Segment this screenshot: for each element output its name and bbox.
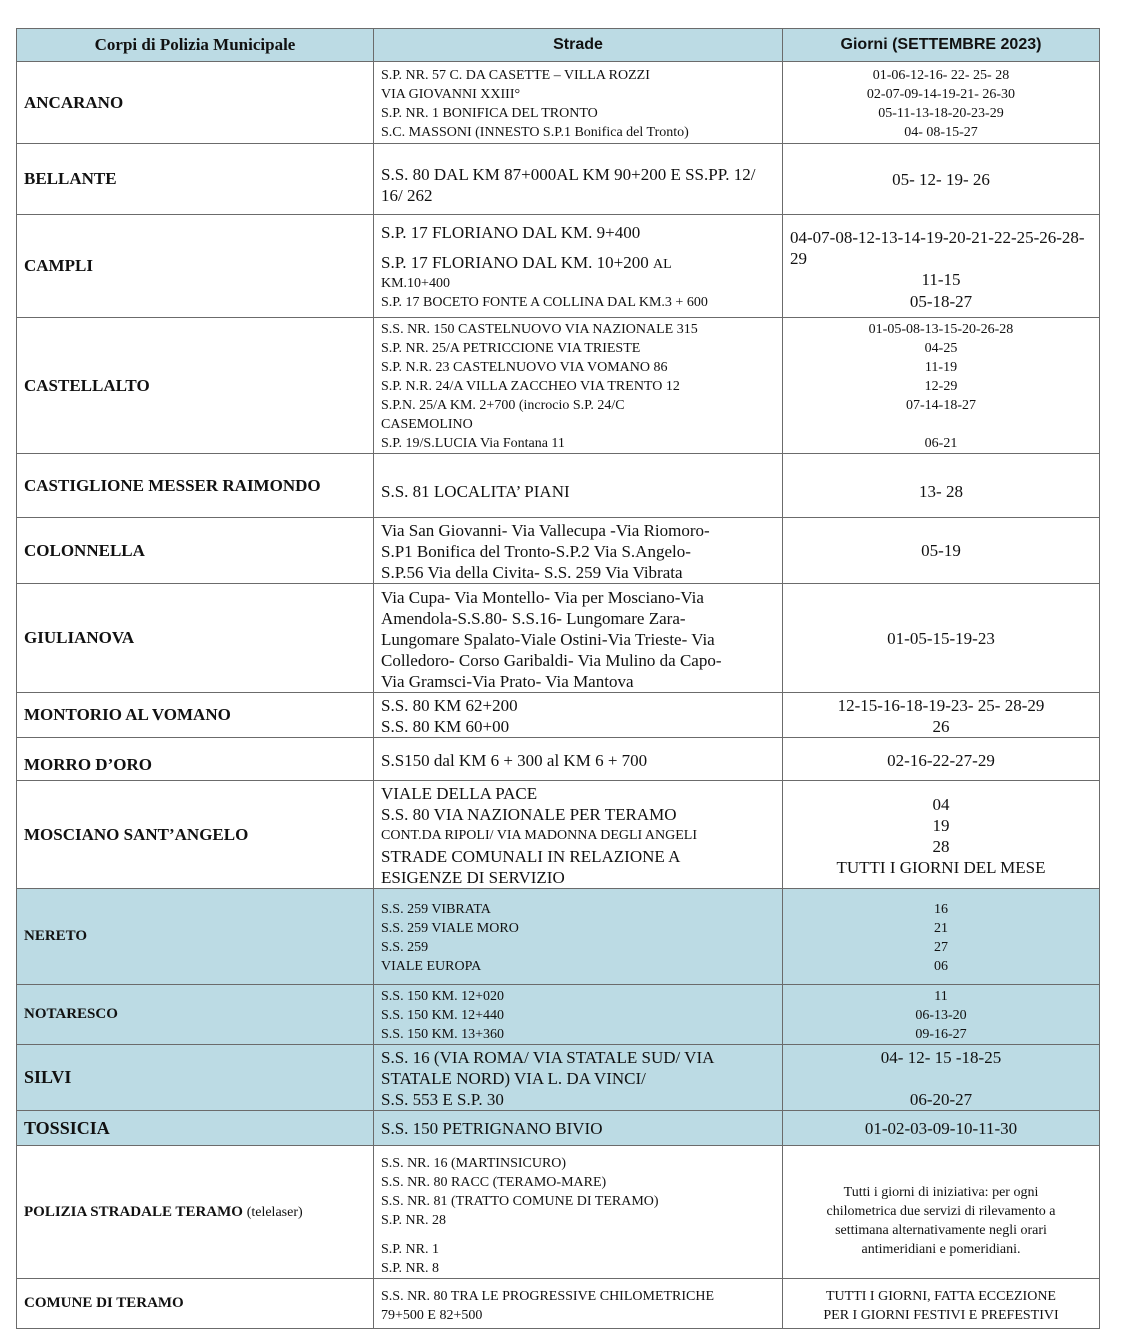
strada-line: Amendola-S.S.80- S.S.16- Lungomare Zara- [381, 608, 686, 628]
strada-line: CASEMOLINO [381, 417, 473, 432]
corpo-name: MOSCIANO SANT’ANGELO [17, 781, 374, 889]
strada-line: Colledoro- Corso Garibaldi- Via Mulino da Capo- [381, 650, 722, 670]
table-row [17, 144, 1100, 215]
strada-line: S.P. 17 BOCETO FONTE A COLLINA DAL KM.3 + 600 [381, 295, 708, 310]
giorni-cell [783, 889, 1100, 985]
strada-line: Via Gramsci-Via Prato- Via Mantova [381, 671, 634, 691]
giorni-line: 11-19 [924, 360, 958, 375]
strada-line: S.S. NR. 80 RACC (TERAMO-MARE) [381, 1175, 607, 1190]
header-corpi: Corpi di Polizia Municipale [17, 29, 374, 62]
strada-line: KM.10+400 [381, 276, 450, 291]
giorni-line: 12-29 [924, 379, 958, 394]
strada-line: STATALE NORD) VIA L. DA VINCI/ [381, 1069, 646, 1088]
giorni-line: TUTTI I GIORNI, FATTA ECCEZIONE [826, 1288, 1056, 1304]
giorni-line: 01-05-15-19-23 [887, 628, 995, 648]
strade-cell [374, 144, 783, 215]
corpo-name: ANCARANO [17, 62, 374, 144]
giorni-line: 05-18-27 [909, 292, 973, 311]
strade-cell [374, 738, 783, 781]
giorni-line: 11 [934, 989, 948, 1004]
strada-line: S.S. NR. 80 TRA LE PROGRESSIVE CHILOMETRICHE [381, 1288, 715, 1304]
strada-line: S.S. 259 VIALE MORO [381, 920, 519, 936]
strade-cell [374, 1146, 783, 1279]
giorni-line: 07-14-18-27 [906, 398, 976, 413]
strada-line: STRADE COMUNALI IN RELAZIONE A [381, 847, 681, 866]
giorni-cell [783, 318, 1100, 454]
strade-cell [374, 518, 783, 584]
strada-line: S.S. 80 DAL KM 87+000AL KM 90+200 E SS.PP. 12/ 16/ 262 [381, 165, 756, 205]
corpo-name: GIULIANOVA [17, 584, 374, 693]
giorni-line: 04 [932, 794, 950, 814]
giorni-line: 01-06-12-16- 22- 25- 28 [872, 67, 1010, 83]
strada-line: S.P. 17 FLORIANO DAL KM. 10+200 [381, 253, 649, 272]
strada-line: S.P. N.R. 23 CASTELNUOVO VIA VOMANO 86 [381, 360, 668, 375]
corpo-name: SILVI [17, 1045, 374, 1111]
strade-cell [374, 693, 783, 738]
strada-line: S.S. 259 [381, 939, 429, 955]
strada-line: S.S. 16 (VIA ROMA/ VIA STATALE SUD/ VIA [381, 1048, 715, 1067]
giorni-line: 13- 28 [919, 482, 963, 501]
strada-line: S.S. NR. 150 CASTELNUOVO VIA NAZIONALE 315 [381, 322, 698, 337]
giorni-line: 05- 12- 19- 26 [892, 169, 990, 189]
giorni-line: chilometrica due servizi di rilevamento a [826, 1203, 1056, 1219]
strada-line: S.S. 259 VIBRATA [381, 901, 491, 917]
header-giorni: Giorni (SETTEMBRE 2023) [783, 29, 1100, 62]
strada-line: S.S. 150 PETRIGNANO BIVIO [381, 1118, 603, 1138]
giorni-cell [783, 738, 1100, 781]
strade-cell [374, 1279, 783, 1329]
strada-line: S.P. NR. 28 [381, 1213, 446, 1228]
giorni-line: 26 [932, 717, 950, 736]
giorni-line: 27 [934, 939, 948, 955]
strada-line: S.S. NR. 16 (MARTINSICURO) [381, 1156, 567, 1171]
giorni-line: 12-15-16-18-19-23- 25- 28-29 [837, 696, 1045, 715]
strada-line: S.S. 150 KM. 13+360 [381, 1027, 505, 1042]
giorni-cell [783, 215, 1100, 318]
strada-line: S.P.N. 25/A KM. 2+700 (incrocio S.P. 24/C [381, 398, 625, 413]
table-row [17, 1111, 1100, 1146]
checkpoints-table [16, 28, 1100, 1329]
table-row [17, 318, 1100, 454]
strada-line: S.S. 150 KM. 12+440 [381, 1008, 505, 1023]
strade-cell [374, 889, 783, 985]
giorni-line: 06-20-27 [909, 1090, 973, 1109]
giorni-cell [783, 1279, 1100, 1329]
strada-line: S.S. NR. 81 (TRATTO COMUNE DI TERAMO) [381, 1194, 659, 1209]
giorni-line: 05-11-13-18-20-23-29 [878, 105, 1004, 121]
giorni-cell [783, 1111, 1100, 1146]
table-row [17, 584, 1100, 693]
strada-line: S.P. NR. 8 [381, 1261, 439, 1276]
strade-cell [374, 318, 783, 454]
strada-line: Via San Giovanni- Via Vallecupa -Via Riomoro- [381, 521, 710, 540]
strada-line: S.P. NR. 1 [381, 1242, 439, 1257]
giorni-line: antimeridiani e pomeridiani. [861, 1241, 1021, 1257]
table-row [17, 518, 1100, 584]
strade-cell [374, 62, 783, 144]
giorni-line: 01-05-08-13-15-20-26-28 [868, 322, 1014, 337]
strade-cell [374, 985, 783, 1045]
corpo-name: NOTARESCO [17, 985, 374, 1045]
strada-line: S.P. NR. 25/A PETRICCIONE VIA TRIESTE [381, 341, 641, 356]
strada-line: Via Cupa- Via Montello- Via per Mosciano-Via [381, 587, 704, 607]
table-row [17, 62, 1100, 144]
table-row [17, 454, 1100, 518]
strada-line: S.S. 553 E S.P. 30 [381, 1090, 504, 1109]
table-row [17, 738, 1100, 781]
strada-line: S.S. 80 KM 60+00 [381, 717, 510, 736]
giorni-line: 16 [934, 901, 948, 917]
strade-cell [374, 454, 783, 518]
corpo-name: COLONNELLA [17, 518, 374, 584]
strada-line: Lungomare Spalato-Viale Ostini-Via Trieste- Via [381, 629, 715, 649]
giorni-line: 02-07-09-14-19-21- 26-30 [866, 86, 1016, 102]
strada-line: S.P.56 Via della Civita- S.S. 259 Via Vibrata [381, 563, 683, 582]
giorni-cell [783, 144, 1100, 215]
giorni-cell [783, 985, 1100, 1045]
strada-line: S.P. N.R. 24/A VILLA ZACCHEO VIA TRENTO 12 [381, 379, 680, 394]
giorni-line: 06-21 [924, 436, 958, 451]
strade-cell [374, 1111, 783, 1146]
strada-line: S.S. 150 KM. 12+020 [381, 989, 505, 1004]
giorni-line: 01-02-03-09-10-11-30 [864, 1118, 1018, 1138]
corpo-label: POLIZIA STRADALE TERAMO [24, 1203, 243, 1220]
strada-line: S.S. 80 VIA NAZIONALE PER TERAMO [381, 805, 677, 824]
giorni-cell [783, 1146, 1100, 1279]
table-row [17, 1279, 1100, 1329]
table-row [17, 1146, 1100, 1279]
table-row [17, 693, 1100, 738]
strada-line: S.S150 dal KM 6 + 300 al KM 6 + 700 [381, 750, 648, 770]
giorni-line: 04-07-08-12-13-14-19-20-21-22-25-26-28-29 [790, 228, 1085, 268]
giorni-cell [783, 781, 1100, 889]
corpo-name: NERETO [17, 889, 374, 985]
table-header-row [17, 29, 1100, 62]
strada-line: S.P. NR. 57 C. DA CASETTE – VILLA ROZZI [381, 67, 650, 83]
strada-line: 79+500 E 82+500 [381, 1307, 483, 1323]
strada-line: CONT.DA RIPOLI/ VIA MADONNA DEGLI ANGELI [381, 828, 698, 843]
corpo-name: CASTIGLIONE MESSER RAIMONDO [17, 454, 374, 518]
giorni-line: 04- 12- 15 -18-25 [880, 1048, 1002, 1067]
strada-line: S.C. MASSONI (INNESTO S.P.1 Bonifica del Tronto) [381, 124, 689, 140]
giorni-line: 04- 08-15-27 [904, 124, 978, 140]
table-row [17, 985, 1100, 1045]
strada-line: S.S. 80 KM 62+200 [381, 696, 518, 715]
table-row [17, 781, 1100, 889]
giorni-line: 06 [934, 958, 948, 974]
corpo-note: (telelaser) [246, 1204, 303, 1220]
corpo-name: TOSSICIA [17, 1111, 374, 1146]
giorni-line: 11-15 [921, 270, 961, 289]
giorni-line: 28 [932, 836, 950, 856]
giorni-line: 19 [932, 815, 950, 835]
strada-line: S.S. 81 LOCALITA’ PIANI [381, 482, 570, 501]
strada-line: S.P. 19/S.LUCIA Via Fontana 11 [381, 436, 565, 451]
strada-line: ESIGENZE DI SERVIZIO [381, 868, 565, 887]
giorni-line: 02-16-22-27-29 [887, 750, 995, 770]
corpo-name: COMUNE DI TERAMO [17, 1279, 374, 1329]
table-row [17, 1045, 1100, 1111]
giorni-cell [783, 454, 1100, 518]
strade-cell [374, 584, 783, 693]
giorni-line: 04-25 [924, 341, 958, 356]
corpo-name: CAMPLI [17, 215, 374, 318]
giorni-line: 09-16-27 [915, 1027, 967, 1042]
header-strade: Strade [374, 29, 783, 62]
giorni-cell [783, 62, 1100, 144]
giorni-line: Tutti i giorni di iniziativa: per ogni [843, 1184, 1039, 1200]
strada-line: VIALE EUROPA [381, 958, 482, 974]
strada-line: VIA GIOVANNI XXIII° [381, 86, 521, 102]
strada-line: AL [653, 257, 672, 272]
giorni-line: TUTTI I GIORNI DEL MESE [836, 857, 1046, 877]
corpo-name: BELLANTE [17, 144, 374, 215]
giorni-line: 21 [934, 920, 948, 936]
strade-cell [374, 215, 783, 318]
strada-line: VIALE DELLA PACE [381, 784, 538, 803]
strade-cell [374, 1045, 783, 1111]
corpo-name: CASTELLALTO [17, 318, 374, 454]
giorni-cell [783, 693, 1100, 738]
corpo-name [17, 1146, 374, 1279]
giorni-line: 05-19 [921, 541, 961, 560]
giorni-line: 06-13-20 [915, 1008, 967, 1023]
corpo-name: MORRO D’ORO [17, 738, 374, 781]
strade-cell [374, 781, 783, 889]
strada-line: S.P1 Bonifica del Tronto-S.P.2 Via S.Angelo- [381, 542, 691, 561]
giorni-cell [783, 584, 1100, 693]
table-row [17, 215, 1100, 318]
strada-line: S.P. 17 FLORIANO DAL KM. 9+400 [381, 223, 641, 242]
giorni-line: settimana alternativamente negli orari [835, 1222, 1047, 1238]
strada-line: S.P. NR. 1 BONIFICA DEL TRONTO [381, 105, 598, 121]
giorni-line: PER I GIORNI FESTIVI E PREFESTIVI [823, 1307, 1059, 1323]
table-row [17, 889, 1100, 985]
giorni-cell [783, 1045, 1100, 1111]
giorni-cell [783, 518, 1100, 584]
corpo-name: MONTORIO AL VOMANO [17, 693, 374, 738]
